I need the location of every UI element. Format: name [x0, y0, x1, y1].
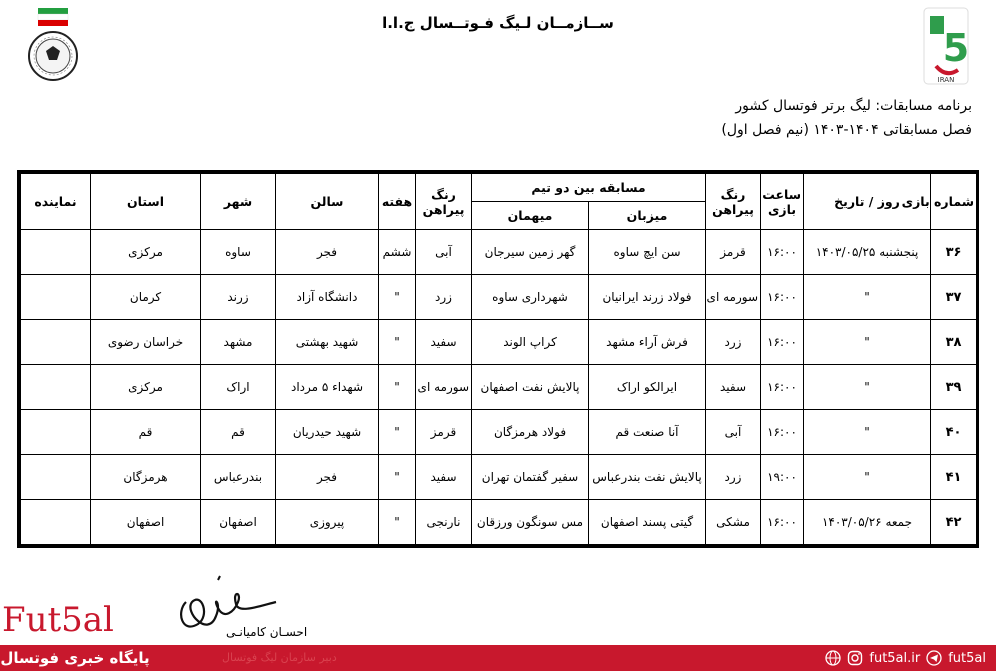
cell-num: ۴۲ [931, 500, 977, 545]
cell-week: " [379, 320, 416, 365]
cell-province: کرمان [91, 275, 201, 320]
cell-home-color: زرد [706, 320, 761, 365]
cell-province: مرکزی [91, 230, 201, 275]
cell-week: " [379, 410, 416, 455]
cell-hall: فجر [276, 455, 379, 500]
brand-tagline: پایگاه خبری فوتسال [0, 645, 150, 671]
cell-date: " [804, 455, 931, 500]
org-title: ســازمــان لـیگ فـوتــسال ج.ا.ا [382, 14, 614, 32]
table-row [21, 275, 977, 320]
header-date: روز / تاریخ [804, 174, 931, 230]
cell-hall: پیروزی [276, 500, 379, 545]
cell-date: " [804, 320, 931, 365]
cell-city: بندرعباس [201, 455, 276, 500]
svg-text:IRAN: IRAN [937, 76, 955, 84]
signer-title: دبیر سازمان لیگ فوتسال [222, 651, 337, 664]
season-label: فصل مسابقاتی ۱۴۰۴-۱۴۰۳ (نیم فصل اول) [721, 122, 972, 138]
cell-time: ۱۶:۰۰ [761, 230, 804, 275]
cell-time: ۱۹:۰۰ [761, 455, 804, 500]
cell-city: مشهد [201, 320, 276, 365]
cell-time: ۱۶:۰۰ [761, 320, 804, 365]
cell-province: قم [91, 410, 201, 455]
header-host: میزبان [589, 202, 706, 230]
cell-province: مرکزی [91, 365, 201, 410]
cell-host: ایرالکو اراک [589, 365, 706, 410]
cell-host: سن ایچ ساوه [589, 230, 706, 275]
cell-city: زرند [201, 275, 276, 320]
cell-guest: فولاد هرمزگان [472, 410, 589, 455]
cell-rep [21, 500, 91, 545]
cell-guest-color: نارنجی [416, 500, 472, 545]
cell-host: پالایش نفت بندرعباس [589, 455, 706, 500]
competition-name: برنامه مسابقات: لیگ برتر فوتسال کشور [735, 98, 972, 114]
cell-time: ۱۶:۰۰ [761, 500, 804, 545]
table-row [21, 365, 977, 410]
schedule-table [17, 170, 979, 548]
cell-date: جمعه ۱۴۰۳/۰۵/۲۶ [804, 500, 931, 545]
header-hall: سالن [276, 174, 379, 230]
site-link[interactable]: fut5al.ir [869, 650, 921, 666]
telegram-handle[interactable]: fut5al [948, 650, 986, 666]
cell-time: ۱۶:۰۰ [761, 410, 804, 455]
cell-province: خراسان رضوی [91, 320, 201, 365]
cell-week: " [379, 500, 416, 545]
brand-name: Fut5al [2, 600, 114, 640]
cell-date: پنجشنبه ۱۴۰۳/۰۵/۲۵ [804, 230, 931, 275]
table-row [21, 410, 977, 455]
header-guest: میهمان [472, 202, 589, 230]
cell-province: هرمزگان [91, 455, 201, 500]
cell-home-color: آبی [706, 410, 761, 455]
cell-date: " [804, 410, 931, 455]
cell-hall: شهید حیدریان [276, 410, 379, 455]
cell-home-color: سورمه ای [706, 275, 761, 320]
cell-num: ۴۰ [931, 410, 977, 455]
table-row [21, 500, 977, 545]
cell-guest-color: آبی [416, 230, 472, 275]
cell-guest-color: سورمه ای [416, 365, 472, 410]
cell-city: قم [201, 410, 276, 455]
cell-guest: سفیر گفتمان تهران [472, 455, 589, 500]
cell-guest-color: سفید [416, 320, 472, 365]
globe-icon[interactable] [825, 650, 841, 666]
cell-num: ۳۹ [931, 365, 977, 410]
cell-hall: شهداء ۵ مرداد [276, 365, 379, 410]
cell-city: اراک [201, 365, 276, 410]
cell-province: اصفهان [91, 500, 201, 545]
cell-rep [21, 230, 91, 275]
instagram-icon[interactable] [847, 650, 863, 666]
table-row [21, 230, 977, 275]
cell-rep [21, 410, 91, 455]
cell-time: ۱۶:۰۰ [761, 275, 804, 320]
cell-rep [21, 455, 91, 500]
header-time: ساعت بازی [761, 174, 804, 230]
cell-num: ۳۸ [931, 320, 977, 365]
cell-home-color: مشکی [706, 500, 761, 545]
cell-host: فرش آراء مشهد [589, 320, 706, 365]
social-links [825, 645, 986, 671]
header-num: شماره بازی [931, 174, 977, 230]
cell-host: گیتی پسند اصفهان [589, 500, 706, 545]
header-province: استان [91, 174, 201, 230]
header-guest-color: رنگ پیراهن [416, 174, 472, 230]
signer-name: احسـان کامیانـی [226, 625, 308, 639]
cell-hall: فجر [276, 230, 379, 275]
cell-rep [21, 320, 91, 365]
header-rep: نماینده [21, 174, 91, 230]
cell-host: آنا صنعت قم [589, 410, 706, 455]
cell-home-color: سفید [706, 365, 761, 410]
cell-num: ۳۷ [931, 275, 977, 320]
cell-guest-color: زرد [416, 275, 472, 320]
cell-guest: کراپ الوند [472, 320, 589, 365]
cell-city: ساوه [201, 230, 276, 275]
cell-hall: شهید بهشتی [276, 320, 379, 365]
cell-num: ۳۶ [931, 230, 977, 275]
cell-home-color: زرد [706, 455, 761, 500]
header-home-color: رنگ پیراهن [706, 174, 761, 230]
svg-text:5: 5 [942, 26, 970, 70]
cell-date: " [804, 275, 931, 320]
telegram-icon[interactable] [926, 650, 942, 666]
cell-guest-color: قرمز [416, 410, 472, 455]
cell-week: " [379, 275, 416, 320]
cell-guest: گهر زمین سیرجان [472, 230, 589, 275]
cell-week: " [379, 455, 416, 500]
brand-block [0, 600, 160, 671]
cell-time: ۱۶:۰۰ [761, 365, 804, 410]
cell-hall: دانشگاه آزاد [276, 275, 379, 320]
cell-host: فولاد زرند ایرانیان [589, 275, 706, 320]
cell-rep [21, 365, 91, 410]
header-city: شهر [201, 174, 276, 230]
cell-home-color: قرمز [706, 230, 761, 275]
cell-rep [21, 275, 91, 320]
cell-week: ششم [379, 230, 416, 275]
cell-date: " [804, 365, 931, 410]
futsal-league-logo [922, 6, 970, 86]
header-match: مسابقه بین دو تیم [472, 174, 706, 202]
cell-week: " [379, 365, 416, 410]
header-week: هفته [379, 174, 416, 230]
cell-guest: شهرداری ساوه [472, 275, 589, 320]
cell-city: اصفهان [201, 500, 276, 545]
cell-guest: مس سونگون ورزقان [472, 500, 589, 545]
cell-guest-color: سفید [416, 455, 472, 500]
competition-info [721, 94, 972, 142]
table-row [21, 320, 977, 365]
cell-guest: پالایش نفت اصفهان [472, 365, 589, 410]
cell-num: ۴۱ [931, 455, 977, 500]
table-row [21, 455, 977, 500]
